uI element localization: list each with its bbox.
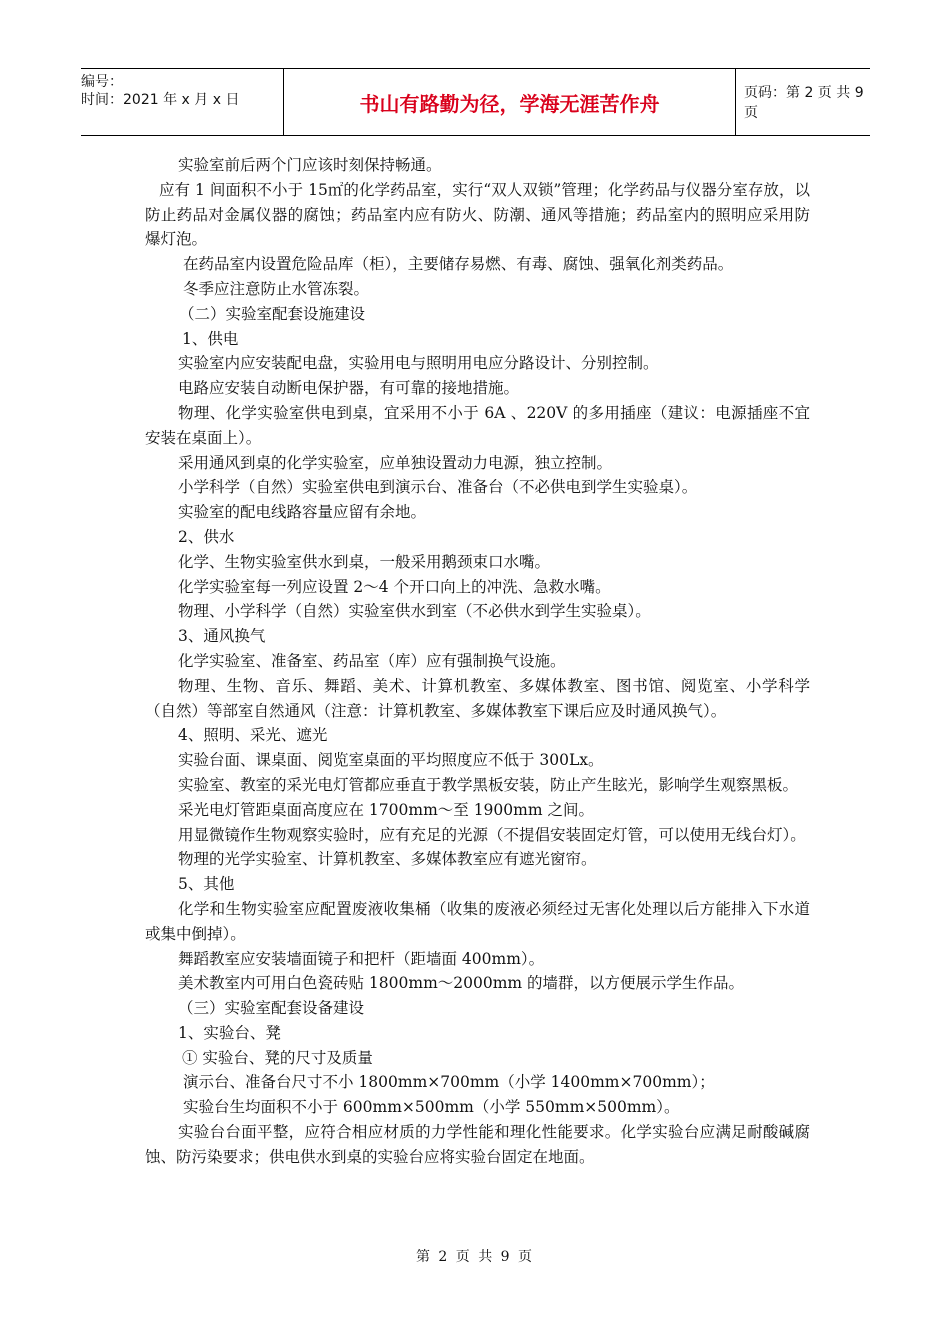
time-label: 时间：2021 年 x 月 x 日 — [81, 92, 240, 108]
header-page-info: 页码：第 2 页 共 9 页 — [744, 85, 864, 121]
document-body — [145, 153, 810, 1170]
paragraph: 3、通风换气 — [178, 627, 266, 646]
paragraph: 实验台面、课桌面、阅览室桌面的平均照度应不低于 300Lx。 — [178, 751, 604, 770]
code-label: 编号： — [81, 74, 123, 90]
paragraph: 4、照明、采光、遮光 — [178, 726, 328, 745]
paragraph: 实验室、教室的采光电灯管都应垂直于教学黑板安装，防止产生眩光，影响学生观察黑板。 — [178, 775, 799, 794]
paragraph: 冬季应注意防止水管冻裂。 — [183, 279, 370, 298]
paragraph: 1、实验台、凳 — [178, 1023, 281, 1042]
paragraph: 实验室内应安装配电盘，实验用电与照明用电应分路设计、分别控制。 — [178, 354, 659, 373]
header-meta — [81, 69, 284, 135]
paragraph: （二）实验室配套设施建设 — [179, 304, 366, 323]
paragraph: 实验室的配电线路容量应留有余地。 — [178, 503, 427, 522]
paragraph: 化学和生物实验室应配置废液收集桶（收集的废液必须经过无害化处理以后方能排入下水道或集中倒掉）。 — [145, 899, 810, 943]
paragraph: 化学实验室每一列应设置 2～4 个开口向上的冲洗、急救水嘴。 — [178, 577, 611, 596]
paragraph: 1、供电 — [182, 329, 239, 348]
page-footer: 第 2 页 共 9 页 — [415, 1249, 535, 1265]
paragraph: ① 实验台、凳的尺寸及质量 — [182, 1048, 373, 1067]
paragraph: 物理的光学实验室、计算机教室、多媒体教室应有遮光窗帘。 — [178, 850, 597, 869]
paragraph: 小学科学（自然）实验室供电到演示台、准备台（不必供电到学生实验桌）。 — [178, 478, 698, 497]
paragraph: 舞蹈教室应安装墙面镜子和把杆（距墙面 400mm）。 — [178, 949, 545, 968]
page-header — [81, 68, 870, 136]
paragraph: 5、其他 — [178, 875, 235, 894]
paragraph: 用显微镜作生物观察实验时，应有充足的光源（不提倡安装固定灯管，可以使用无线台灯）。 — [178, 825, 806, 844]
paragraph: 在药品室内设置危险品库（柜），主要储存易燃、有毒、腐蚀、强氧化剂类药品。 — [183, 255, 734, 274]
paragraph: 美术教室内可用白色瓷砖贴 1800mm～2000mm 的墙群，以方便展示学生作品。 — [178, 974, 745, 993]
header-motto: 书山有路勤为径，学海无涯苦作舟 — [284, 69, 736, 135]
paragraph: 电路应安装自动断电保护器，有可靠的接地措施。 — [178, 379, 520, 398]
paragraph: （三）实验室配套设备建设 — [178, 999, 365, 1018]
paragraph: 采光电灯管距桌面高度应在 1700mm～至 1900mm 之间。 — [178, 800, 594, 819]
paragraph: 实验室前后两个门应该时刻保持畅通。 — [178, 156, 442, 174]
paragraph: 实验台台面平整，应符合相应材质的力学性能和理化性能要求。化学实验台应满足耐酸碱腐蚀、防污染要求；供电供水到桌的实验台应将实验台固定在地面。 — [145, 1123, 810, 1166]
paragraph: 采用通风到桌的化学实验室，应单独设置动力电源，独立控制。 — [178, 453, 613, 472]
paragraph: 应有 1 间面积不小于 15㎡的化学药品室，实行“双人双锁”管理；化学药品与仪器分室存放，以防止药品对金属仪器的腐蚀；药品室内应有防火、防潮、通风等措施；药品室内的照明应采用防爆灯泡。 — [145, 180, 810, 249]
paragraph: 化学实验室、准备室、药品室（库）应有强制换气设施。 — [178, 651, 566, 670]
paragraph: 实验台生均面积不小于 600mm×500mm（小学 550mm×500mm）。 — [183, 1098, 680, 1117]
paragraph: 化学、生物实验室供水到桌，一般采用鹅颈束口水嘴。 — [178, 552, 551, 571]
paragraph: 物理、化学实验室供电到桌，宜采用不小于 6A 、220V 的多用插座（建议：电源插座不宜安装在桌面上）。 — [145, 403, 810, 447]
paragraph: 物理、小学科学（自然）实验室供水到室（不必供水到学生实验桌）。 — [178, 602, 651, 621]
paragraph: 演示台、准备台尺寸不小 1800mm×700mm（小学 1400mm×700mm）； — [183, 1073, 715, 1092]
paragraph: 2、供水 — [178, 527, 235, 546]
paragraph: 物理、生物、音乐、舞蹈、美术、计算机教室、多媒体教室、图书馆、阅览室、小学科学（自然）等部室自然通风（注意：计算机教室、多媒体教室下课后应及时通风换气）。 — [145, 676, 810, 720]
